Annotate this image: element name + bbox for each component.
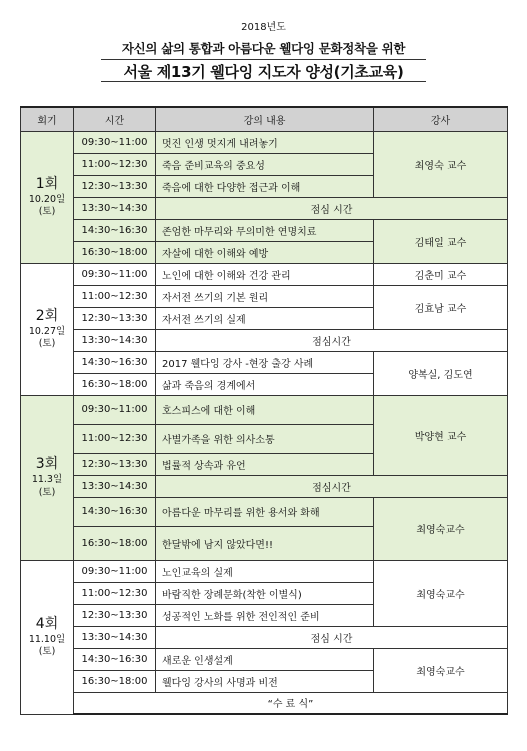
col-header-instructor: 강사: [374, 107, 508, 131]
session-cell: [21, 263, 74, 395]
session-label: 3회: [35, 456, 59, 473]
time-cell: 09:30~11:00: [74, 263, 156, 285]
time-cell: 09:30~11:00: [74, 560, 156, 582]
table-header-row: [21, 107, 508, 131]
session-label: 4회: [35, 615, 59, 632]
instructor-cell: 김춘미 교수: [374, 263, 508, 285]
time-cell: 11:00~12:30: [74, 153, 156, 175]
instructor-cell: 김효남 교수: [374, 285, 508, 329]
content-cell: 삶과 죽음의 경계에서: [156, 373, 374, 395]
time-cell: 12:30~13:30: [74, 453, 156, 475]
lunch-cell: 점심시간: [156, 475, 508, 497]
instructor-cell: 박양현 교수: [374, 395, 508, 475]
content-cell: 죽음에 대한 다양한 접근과 이해: [156, 175, 374, 197]
content-cell: 노인교육의 실제: [156, 560, 374, 582]
instructor-cell: 최영숙교수: [374, 497, 508, 560]
time-cell: 14:30~16:30: [74, 648, 156, 670]
table-row: [21, 263, 508, 285]
session-date: 11.3일: [31, 474, 63, 486]
table-row: [21, 475, 508, 497]
instructor-cell: 양복실, 김도연: [374, 351, 508, 395]
content-cell: 법률적 상속과 유언: [156, 453, 374, 475]
session-label: 1회: [35, 175, 59, 192]
session-day: (토): [38, 646, 56, 658]
table-row: [21, 131, 508, 153]
content-cell: 2017 웰다잉 강사 -현장 출강 사례: [156, 351, 374, 373]
table-row: [21, 497, 508, 526]
title-top-rule: [101, 59, 426, 60]
table-row: [21, 648, 508, 670]
instructor-cell: 최영숙교수: [374, 648, 508, 692]
content-cell: 새로운 인생설계: [156, 648, 374, 670]
content-cell: 바람직한 장례문화(착한 이별식): [156, 582, 374, 604]
content-cell: 자서전 쓰기의 실제: [156, 307, 374, 329]
session-day: (토): [38, 338, 56, 350]
instructor-cell: 최영숙교수: [374, 560, 508, 626]
time-cell: 14:30~16:30: [74, 497, 156, 526]
time-cell: 13:30~14:30: [74, 475, 156, 497]
time-cell: 11:00~12:30: [74, 424, 156, 453]
session-label: 2회: [35, 307, 59, 324]
time-cell: 11:00~12:30: [74, 582, 156, 604]
lunch-cell: 점심 시간: [156, 197, 508, 219]
time-cell: 11:00~12:30: [74, 285, 156, 307]
time-cell: 16:30~18:00: [74, 373, 156, 395]
content-cell: 아름다운 마무리를 위한 용서와 화해: [156, 497, 374, 526]
session-cell: [21, 395, 74, 560]
table-row: [21, 626, 508, 648]
col-header-content: 강의 내용: [156, 107, 374, 131]
content-cell: 성공적인 노화를 위한 전인적인 준비: [156, 604, 374, 626]
time-cell: 13:30~14:30: [74, 329, 156, 351]
content-cell: 사별가족을 위한 의사소통: [156, 424, 374, 453]
table-row: [21, 560, 508, 582]
time-cell: 09:30~11:00: [74, 395, 156, 424]
session-day: (토): [38, 486, 56, 498]
table-row: [21, 329, 508, 351]
subtitle: 자신의 삶의 통합과 아름다운 웰다잉 문화정착을 위한: [121, 41, 406, 56]
lunch-cell: 점심시간: [156, 329, 508, 351]
session-day: (토): [38, 206, 56, 218]
col-header-session: 회기: [21, 107, 74, 131]
time-cell: 13:30~14:30: [74, 197, 156, 219]
content-cell: 호스피스에 대한 이해: [156, 395, 374, 424]
content-cell: 멋진 인생 멋지게 내려놓기: [156, 131, 374, 153]
col-header-time: 시간: [74, 107, 156, 131]
schedule-table: [20, 106, 508, 715]
closing-ceremony-cell: “수 료 식”: [74, 692, 508, 714]
session-date: 11.10일: [28, 633, 66, 645]
title-bottom-rule: [101, 81, 426, 82]
time-cell: 14:30~16:30: [74, 351, 156, 373]
table-row: [21, 351, 508, 373]
time-cell: 12:30~13:30: [74, 175, 156, 197]
content-cell: 웰다잉 강사의 사명과 비전: [156, 670, 374, 692]
content-cell: 노인에 대한 이해와 건강 관리: [156, 263, 374, 285]
time-cell: 09:30~11:00: [74, 131, 156, 153]
table-row: [21, 219, 508, 241]
session-date: 10.27일: [28, 325, 66, 337]
table-row: [21, 395, 508, 424]
page-title: 서울 제13기 웰다잉 지도자 양성(기초교육): [123, 63, 404, 81]
time-cell: 16:30~18:00: [74, 526, 156, 560]
time-cell: 13:30~14:30: [74, 626, 156, 648]
content-cell: 자살에 대한 이해와 예방: [156, 241, 374, 263]
time-cell: 12:30~13:30: [74, 604, 156, 626]
table-row: [21, 197, 508, 219]
table-row: [21, 692, 508, 714]
session-cell: [21, 131, 74, 263]
table-row: [21, 285, 508, 307]
time-cell: 16:30~18:00: [74, 670, 156, 692]
content-cell: 자서전 쓰기의 기본 원리: [156, 285, 374, 307]
session-cell: [21, 560, 74, 714]
time-cell: 16:30~18:00: [74, 241, 156, 263]
content-cell: 한달밖에 남지 않았다면!!: [156, 526, 374, 560]
year-label: 2018년도: [241, 22, 286, 33]
time-cell: 12:30~13:30: [74, 307, 156, 329]
instructor-cell: 김태일 교수: [374, 219, 508, 263]
content-cell: 죽음 준비교육의 중요성: [156, 153, 374, 175]
content-cell: 존엄한 마무리와 무의미한 연명치료: [156, 219, 374, 241]
lunch-cell: 점심 시간: [156, 626, 508, 648]
instructor-cell: 최영숙 교수: [374, 131, 508, 197]
session-date: 10.20일: [28, 193, 66, 205]
time-cell: 14:30~16:30: [74, 219, 156, 241]
